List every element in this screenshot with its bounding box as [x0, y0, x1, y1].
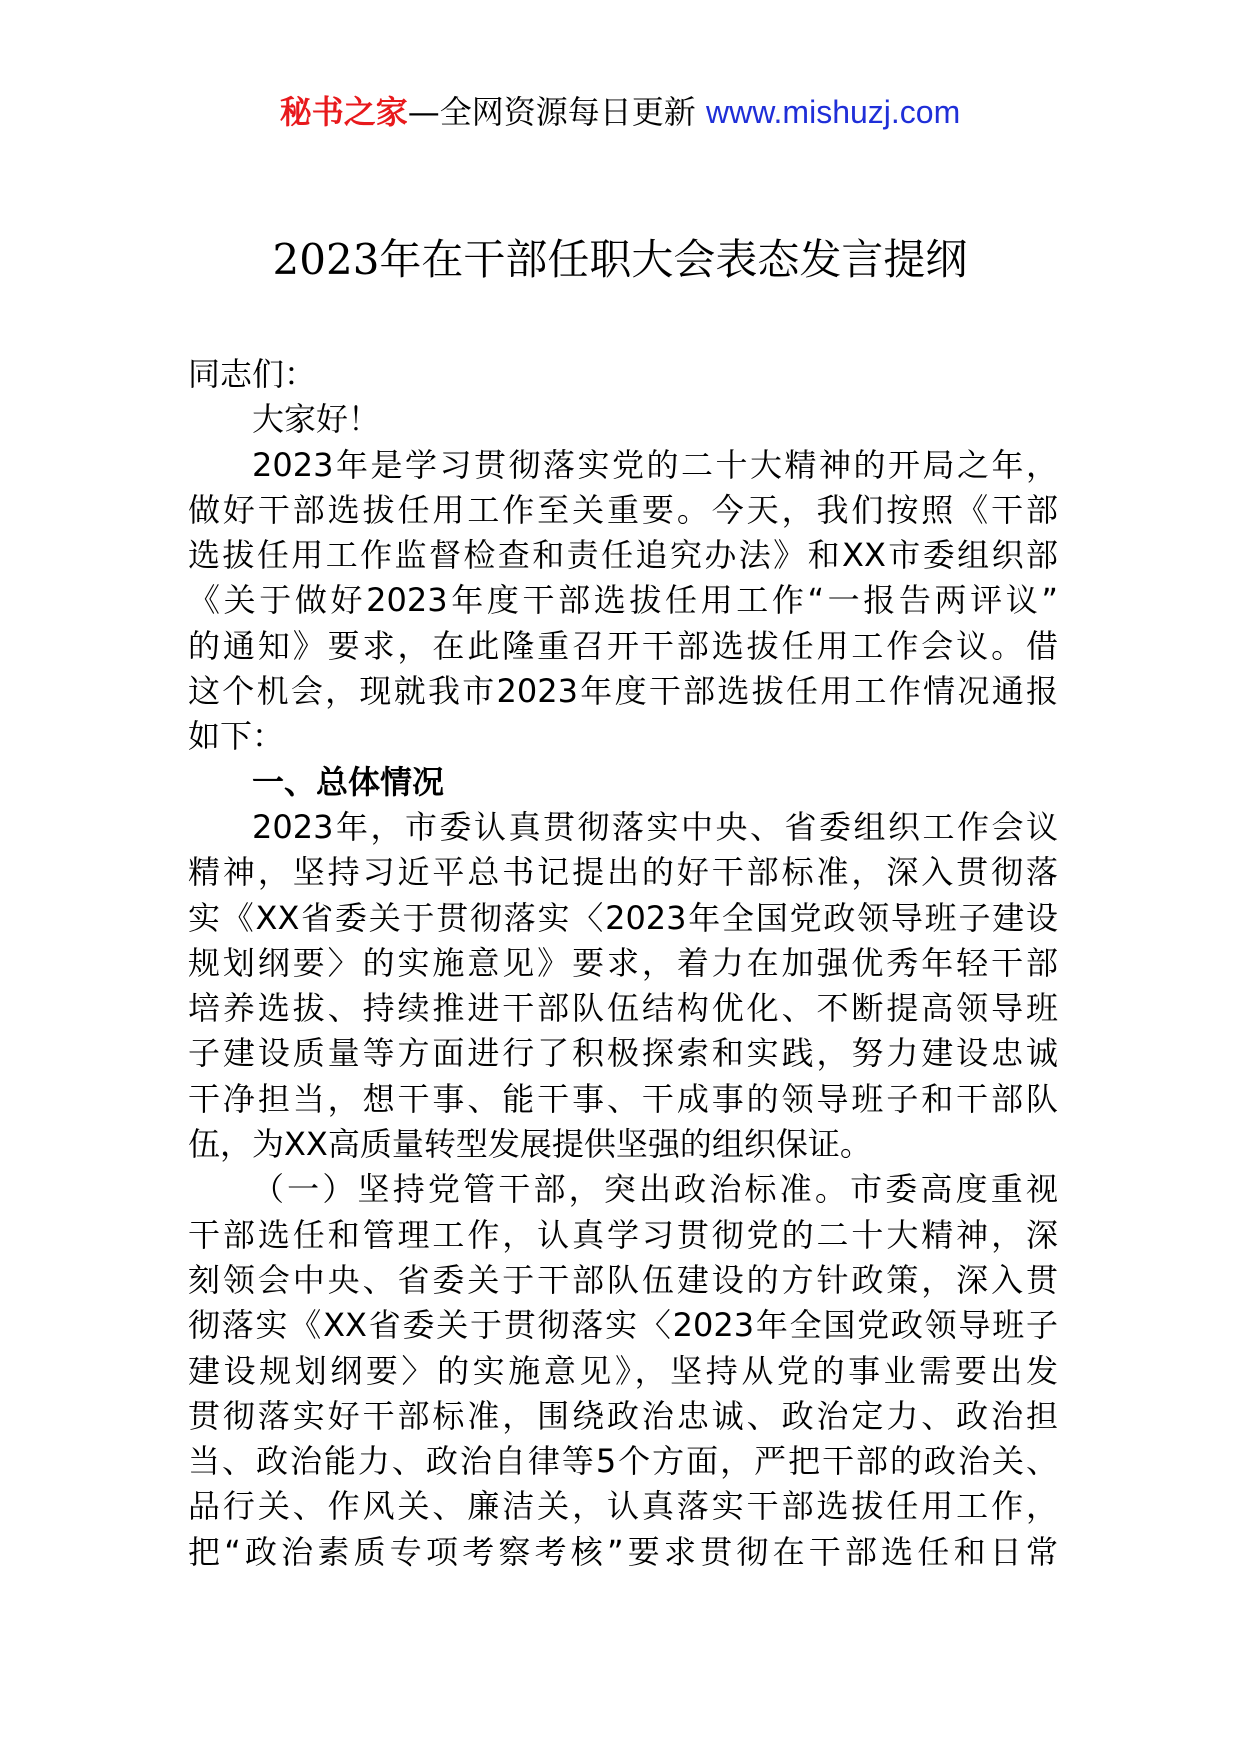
body-line: 2023年，市委认真贯彻落实中央、省委组织工作会议: [252, 807, 1058, 846]
site-url-link[interactable]: www.mishuzj.com: [705, 94, 961, 130]
body-line: 把“政治素质专项考察考核”要求贯彻在干部选任和日常: [188, 1532, 1058, 1571]
body-line: 精神，坚持习近平总书记提出的好干部标准，深入贯彻落: [188, 853, 1058, 892]
section-heading: 一、总体情况: [252, 762, 445, 801]
body-line: 实《XX省委关于贯彻落实〈2023年全国党政领导班子建设: [188, 898, 1058, 937]
body-line: 干净担当，想干事、能干事、干成事的领导班子和干部队: [188, 1079, 1058, 1118]
body-line: 子建设质量等方面进行了积极探索和实践，努力建设忠诚: [188, 1034, 1058, 1073]
body-line: 《关于做好2023年度干部选拔任用工作“一报告两评议”: [188, 581, 1058, 620]
body-line: 规划纲要〉的实施意见》要求，着力在加强优秀年轻干部: [188, 943, 1058, 982]
site-brand: 秘书之家: [279, 93, 408, 131]
body-line: 贯彻落实好干部标准，围绕政治忠诚、政治定力、政治担: [188, 1396, 1058, 1435]
body-line: 做好干部选拔任用工作至关重要。今天，我们按照《干部: [188, 490, 1058, 529]
body-line: 彻落实《XX省委关于贯彻落实〈2023年全国党政领导班子: [188, 1306, 1058, 1345]
greeting-line: 大家好！: [252, 400, 381, 439]
body-line: 当、政治能力、政治自律等5个方面，严把干部的政治关、: [188, 1442, 1058, 1481]
body-line: （一）坚持党管干部，突出政治标准。市委高度重视: [252, 1170, 1058, 1209]
site-slogan: —全网资源每日更新: [407, 93, 696, 131]
document-body: [188, 352, 1058, 1575]
document-title: 2023年在干部任职大会表态发言提纲: [272, 235, 968, 284]
body-line: 建设规划纲要〉的实施意见》，坚持从党的事业需要出发: [188, 1351, 1058, 1390]
site-header: [0, 92, 1240, 132]
body-line: 如下：: [188, 717, 285, 756]
body-line: 的通知》要求，在此隆重召开干部选拔任用工作会议。借: [188, 626, 1058, 665]
salutation-line: 同志们：: [188, 355, 317, 393]
body-line: 这个机会，现就我市2023年度干部选拔任用工作情况通报: [188, 672, 1058, 711]
body-line: 选拔任用工作监督检查和责任追究办法》和XX市委组织部: [188, 536, 1058, 575]
body-line: 伍，为XX高质量转型发展提供坚强的组织保证。: [188, 1125, 872, 1164]
body-line: 干部选任和管理工作，认真学习贯彻党的二十大精神，深: [188, 1215, 1058, 1254]
body-line: 培养选拔、持续推进干部队伍结构优化、不断提高领导班: [188, 989, 1058, 1028]
body-line: 2023年是学习贯彻落实党的二十大精神的开局之年，: [252, 445, 1058, 484]
body-line: 刻领会中央、省委关于干部队伍建设的方针政策，深入贯: [188, 1260, 1058, 1299]
body-line: 品行关、作风关、廉洁关，认真落实干部选拔任用工作，: [188, 1487, 1058, 1526]
